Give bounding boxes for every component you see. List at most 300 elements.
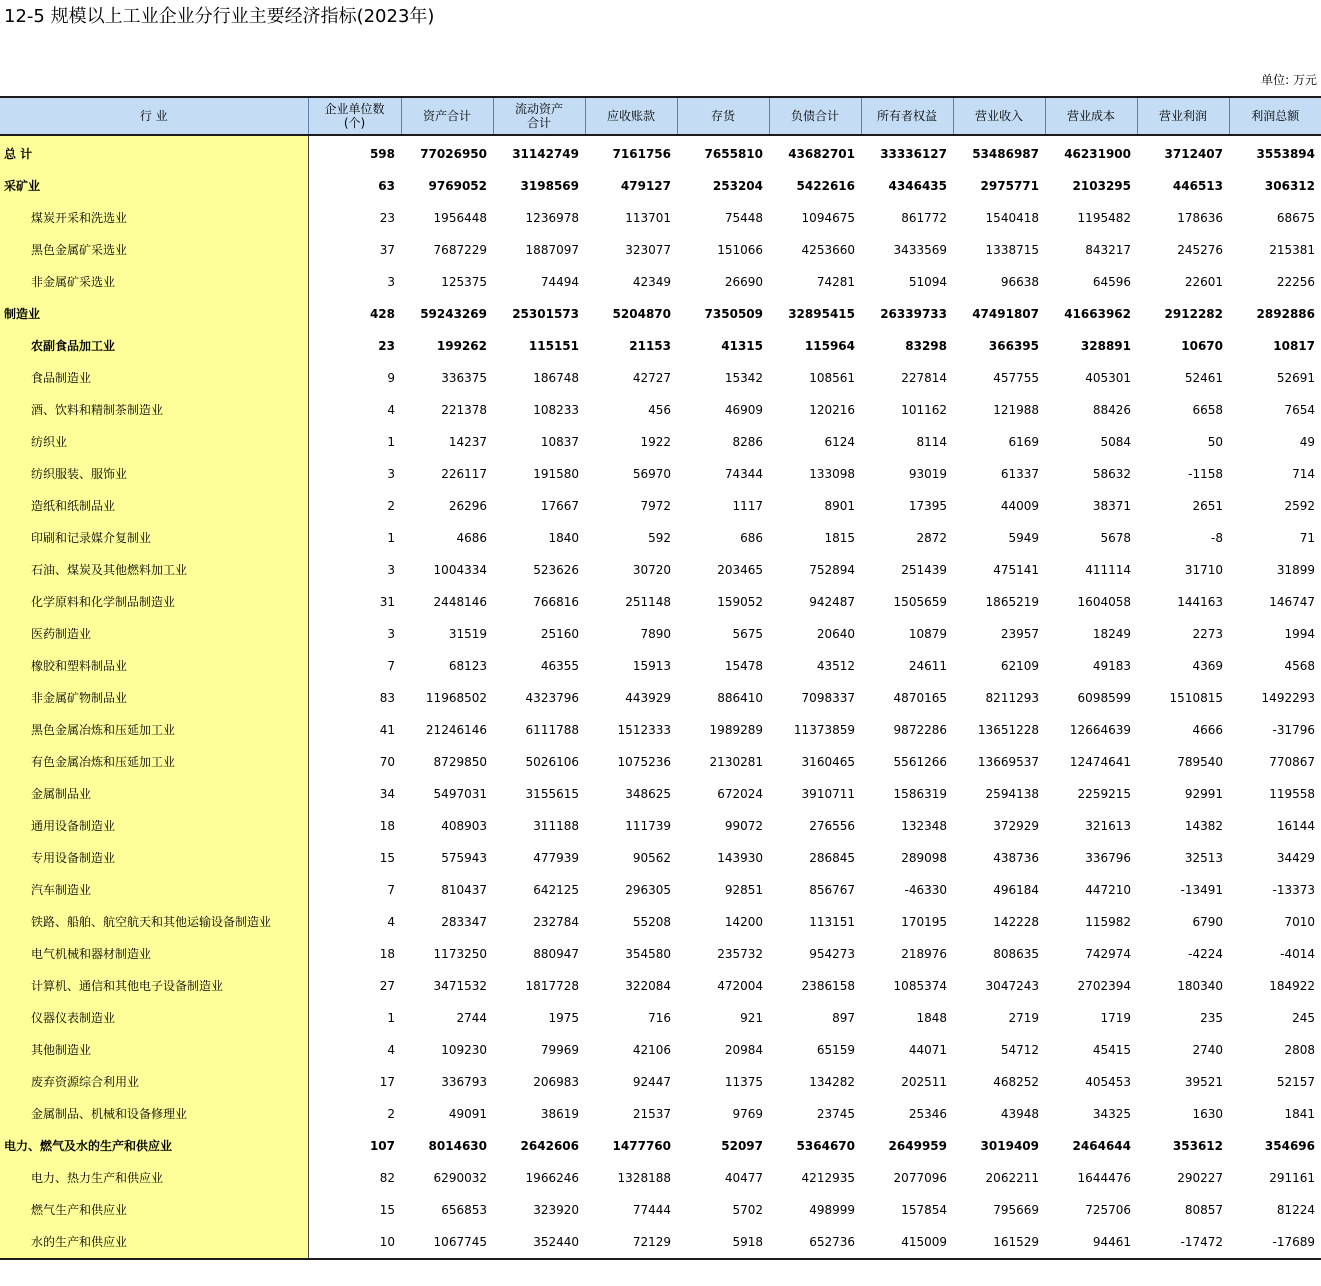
value-cell: 438736 (993, 851, 1039, 865)
value-cell: 475141 (993, 563, 1039, 577)
industry-name-cell: 通用设备制造业 (0, 810, 308, 842)
value-cell: 68123 (448, 659, 487, 673)
value-cell: 199262 (436, 339, 487, 353)
industry-name-cell: 其他制造业 (0, 1034, 308, 1066)
value-cell: 51094 (908, 275, 947, 289)
unit-label: 单位: 万元 (1261, 73, 1317, 87)
value-cell: 39521 (1184, 1075, 1223, 1089)
value-cell: 311188 (533, 819, 579, 833)
industry-name-cell: 仪器仪表制造业 (0, 1002, 308, 1034)
value-cell: 23 (379, 211, 395, 225)
value-cell: 716 (648, 1011, 671, 1025)
value-cell: 251148 (625, 595, 671, 609)
value-cell: 348625 (625, 787, 671, 801)
value-cell: 477939 (533, 851, 579, 865)
table-row (0, 1194, 1321, 1226)
table-row (0, 490, 1321, 522)
value-cell: 7161756 (612, 147, 671, 161)
value-cell: 447210 (1085, 883, 1131, 897)
category-row (0, 170, 1321, 202)
value-cell: 5084 (1100, 435, 1131, 449)
table-row (0, 554, 1321, 586)
value-cell: 11375 (724, 1075, 763, 1089)
column-header: 营业收入 (953, 97, 1045, 135)
value-cell: 38619 (540, 1107, 579, 1121)
value-cell: 2744 (456, 1011, 487, 1025)
industry-name-cell: 黑色金属矿采选业 (0, 234, 308, 266)
value-cell: -4014 (1280, 947, 1315, 961)
value-cell: 2464644 (1072, 1139, 1131, 1153)
value-cell: 457755 (993, 371, 1039, 385)
value-cell: 92991 (1184, 787, 1223, 801)
value-cell: 405301 (1085, 371, 1131, 385)
value-cell: 2077096 (893, 1171, 947, 1185)
value-cell: 2912282 (1164, 307, 1223, 321)
value-cell: 725706 (1085, 1203, 1131, 1217)
value-cell: 2130281 (709, 755, 763, 769)
value-cell: -46330 (904, 883, 947, 897)
value-cell: 2702394 (1077, 979, 1131, 993)
value-cell: 61337 (1000, 467, 1039, 481)
value-cell: 79969 (540, 1043, 579, 1057)
table-row (0, 1098, 1321, 1130)
value-cell: 50 (1207, 435, 1223, 449)
value-cell: 3155615 (525, 787, 579, 801)
value-cell: 5561266 (893, 755, 947, 769)
value-cell: 5918 (677, 1226, 769, 1259)
value-cell: 90562 (632, 851, 671, 865)
value-cell: 3 (387, 627, 395, 641)
value-cell: 206983 (533, 1075, 579, 1089)
value-cell: 178636 (1177, 211, 1223, 225)
value-cell: 235 (1200, 1011, 1223, 1025)
value-cell: 1815 (824, 531, 855, 545)
value-cell: 4686 (456, 531, 487, 545)
value-cell: 5702 (732, 1203, 763, 1217)
value-cell: 65159 (816, 1043, 855, 1057)
category-row (0, 298, 1321, 330)
value-cell: 9769052 (428, 179, 487, 193)
value-cell: 1510815 (1169, 691, 1223, 705)
value-cell: 121988 (993, 403, 1039, 417)
value-cell: 227814 (901, 371, 947, 385)
value-cell: 10837 (540, 435, 579, 449)
value-cell: 321613 (1085, 819, 1131, 833)
value-cell: 1492293 (1261, 691, 1315, 705)
table-row (0, 842, 1321, 874)
value-cell: 1004334 (433, 563, 487, 577)
value-cell: 1966246 (525, 1171, 579, 1185)
value-cell: 31710 (1184, 563, 1223, 577)
value-cell: 8014630 (428, 1139, 487, 1153)
value-cell: 4666 (1192, 723, 1223, 737)
value-cell: 14237 (448, 435, 487, 449)
value-cell: 34 (379, 787, 395, 801)
column-header: 应收账款 (585, 97, 677, 135)
value-cell: 16144 (1276, 819, 1315, 833)
table-row (0, 202, 1321, 234)
table-row (0, 1066, 1321, 1098)
value-cell: 1956448 (433, 211, 487, 225)
value-cell: 354580 (625, 947, 671, 961)
value-cell: 253204 (712, 179, 763, 193)
category-row (0, 135, 1321, 170)
table-row (0, 714, 1321, 746)
table-row (0, 746, 1321, 778)
value-cell: 286845 (809, 851, 855, 865)
value-cell: 9872286 (893, 723, 947, 737)
value-cell: 226117 (441, 467, 487, 481)
value-cell: 4253660 (801, 243, 855, 257)
table-row (0, 938, 1321, 970)
value-cell: 125375 (441, 275, 487, 289)
value-cell: 23 (378, 339, 395, 353)
value-cell: 1817728 (525, 979, 579, 993)
value-cell: 1067745 (401, 1226, 493, 1259)
value-cell: 20984 (724, 1043, 763, 1057)
value-cell: 3 (387, 275, 395, 289)
value-cell: 32895415 (788, 307, 855, 321)
value-cell: 291161 (1269, 1171, 1315, 1185)
value-cell: 25346 (908, 1107, 947, 1121)
value-cell: 68675 (1276, 211, 1315, 225)
value-cell: 111739 (625, 819, 671, 833)
table-row (0, 1034, 1321, 1066)
value-cell: 96638 (1000, 275, 1039, 289)
industry-name-cell: 电力、燃气及水的生产和供应业 (0, 1130, 308, 1162)
value-cell: 108233 (533, 403, 579, 417)
value-cell: 575943 (441, 851, 487, 865)
value-cell: 170195 (901, 915, 947, 929)
value-cell: 24611 (908, 659, 947, 673)
value-cell: 446513 (1172, 179, 1223, 193)
value-cell: 1512333 (617, 723, 671, 737)
industry-name-cell: 废弃资源综合利用业 (0, 1066, 308, 1098)
table-row (0, 362, 1321, 394)
table-row (0, 650, 1321, 682)
value-cell: 766816 (533, 595, 579, 609)
industry-name-cell: 金属制品、机械和设备修理业 (0, 1098, 308, 1130)
value-cell: 656853 (441, 1203, 487, 1217)
value-cell: 31142749 (512, 147, 579, 161)
value-cell: 132348 (901, 819, 947, 833)
value-cell: 808635 (993, 947, 1039, 961)
value-cell: 7655810 (704, 147, 763, 161)
value-cell: 1865219 (985, 595, 1039, 609)
value-cell: 74494 (540, 275, 579, 289)
value-cell: 1922 (640, 435, 671, 449)
industry-name-cell: 造纸和纸制品业 (0, 490, 308, 522)
table-row (0, 458, 1321, 490)
value-cell: -13373 (1272, 883, 1315, 897)
value-cell: 1840 (548, 531, 579, 545)
industry-name-cell: 非金属矿物制品业 (0, 682, 308, 714)
value-cell: 2 (387, 499, 395, 513)
value-cell: 1841 (1284, 1107, 1315, 1121)
value-cell: 523626 (533, 563, 579, 577)
value-cell: 4346435 (888, 179, 947, 193)
value-cell: 1630 (1192, 1107, 1223, 1121)
value-cell: 6169 (1008, 435, 1039, 449)
value-cell: 157854 (901, 1203, 947, 1217)
industry-name-cell: 铁路、船舶、航空航天和其他运输设备制造业 (0, 906, 308, 938)
value-cell: 1328188 (617, 1171, 671, 1185)
value-cell: 54712 (1000, 1043, 1039, 1057)
value-cell: 49183 (1092, 659, 1131, 673)
column-header: 企业单位数 (个) (308, 97, 401, 135)
value-cell: 354696 (1264, 1139, 1315, 1153)
value-cell: 336375 (441, 371, 487, 385)
value-cell: 30720 (632, 563, 671, 577)
value-cell: 7 (387, 659, 395, 673)
data-table (0, 96, 1321, 1260)
value-cell: 221378 (441, 403, 487, 417)
value-cell: 94461 (1045, 1226, 1137, 1259)
value-cell: 2592 (1284, 499, 1315, 513)
value-cell: 672024 (717, 787, 763, 801)
value-cell: 323077 (625, 243, 671, 257)
value-cell: 2892886 (1256, 307, 1315, 321)
value-cell: 2594138 (985, 787, 1039, 801)
value-cell: 46355 (540, 659, 579, 673)
value-cell: 810437 (441, 883, 487, 897)
value-cell: 52157 (1276, 1075, 1315, 1089)
value-cell: 184922 (1269, 979, 1315, 993)
table-row (0, 522, 1321, 554)
value-cell: 15478 (724, 659, 763, 673)
value-cell: 44071 (908, 1043, 947, 1057)
value-cell: 1236978 (525, 211, 579, 225)
value-cell: 1586319 (893, 787, 947, 801)
value-cell: 2872 (916, 531, 947, 545)
value-cell: 3471532 (433, 979, 487, 993)
value-cell: 3910711 (801, 787, 855, 801)
value-cell: 686 (740, 531, 763, 545)
value-cell: 10670 (1181, 339, 1223, 353)
table-row (0, 266, 1321, 298)
industry-name-cell: 有色金属冶炼和压延加工业 (0, 746, 308, 778)
value-cell: 296305 (625, 883, 671, 897)
value-cell: 3019409 (980, 1139, 1039, 1153)
value-cell: 115964 (804, 339, 855, 353)
value-cell: 2975771 (980, 179, 1039, 193)
value-cell: 496184 (993, 883, 1039, 897)
value-cell: 353612 (1172, 1139, 1223, 1153)
value-cell: 1085374 (893, 979, 947, 993)
industry-name-cell: 纺织服装、服饰业 (0, 458, 308, 490)
value-cell: 8114 (916, 435, 947, 449)
value-cell: 405453 (1085, 1075, 1131, 1089)
value-cell: 479127 (620, 179, 671, 193)
value-cell: 456 (648, 403, 671, 417)
industry-name-cell: 煤炭开采和洗选业 (0, 202, 308, 234)
value-cell: 8901 (824, 499, 855, 513)
value-cell: -31796 (1272, 723, 1315, 737)
value-cell: 25160 (540, 627, 579, 641)
value-cell: 23745 (816, 1107, 855, 1121)
value-cell: 43948 (1000, 1107, 1039, 1121)
value-cell: 1644476 (1077, 1171, 1131, 1185)
value-cell: 146747 (1269, 595, 1315, 609)
value-cell: 5497031 (433, 787, 487, 801)
value-cell: 251439 (901, 563, 947, 577)
page-title: 12-5 规模以上工业企业分行业主要经济指标(2023年) (4, 6, 435, 27)
value-cell: 3160465 (801, 755, 855, 769)
value-cell: 77026950 (420, 147, 487, 161)
value-cell: 58632 (1092, 467, 1131, 481)
value-cell: 115982 (1085, 915, 1131, 929)
industry-name-cell: 采矿业 (0, 170, 308, 202)
value-cell: 42727 (632, 371, 671, 385)
value-cell: 856767 (809, 883, 855, 897)
value-cell: 37 (379, 243, 395, 257)
table-row (0, 874, 1321, 906)
value-cell: -8 (1211, 531, 1223, 545)
industry-name-cell: 电力、热力生产和供应业 (0, 1162, 308, 1194)
value-cell: 83 (379, 691, 395, 705)
value-cell: -13491 (1180, 883, 1223, 897)
value-cell: 328891 (1080, 339, 1131, 353)
value-cell: 14200 (724, 915, 763, 929)
value-cell: 161529 (953, 1226, 1045, 1259)
industry-name-cell: 医药制造业 (0, 618, 308, 650)
value-cell: 49091 (448, 1107, 487, 1121)
value-cell: 13651228 (977, 723, 1039, 737)
value-cell: 3433569 (893, 243, 947, 257)
value-cell: 897 (832, 1011, 855, 1025)
value-cell: 4369 (1192, 659, 1223, 673)
value-cell: 2103295 (1072, 179, 1131, 193)
value-cell: 101162 (901, 403, 947, 417)
value-cell: 6290032 (433, 1171, 487, 1185)
value-cell: 8211293 (985, 691, 1039, 705)
value-cell: 2642606 (520, 1139, 579, 1153)
value-cell: 74281 (816, 275, 855, 289)
value-cell: 8286 (732, 435, 763, 449)
value-cell: 115151 (528, 339, 579, 353)
value-cell: 642125 (533, 883, 579, 897)
value-cell: 289098 (901, 851, 947, 865)
value-cell: 4212935 (801, 1171, 855, 1185)
value-cell: 10879 (908, 627, 947, 641)
value-cell: 880947 (533, 947, 579, 961)
value-cell: 2386158 (801, 979, 855, 993)
value-cell: 31519 (448, 627, 487, 641)
value-cell: 15 (379, 1203, 395, 1217)
value-cell: 415009 (861, 1226, 953, 1259)
value-cell: 5949 (1008, 531, 1039, 545)
value-cell: 408903 (441, 819, 487, 833)
value-cell: 72129 (585, 1226, 677, 1259)
value-cell: 83298 (905, 339, 947, 353)
value-cell: 46231900 (1064, 147, 1131, 161)
value-cell: 1887097 (525, 243, 579, 257)
column-header: 资产合计 (401, 97, 493, 135)
value-cell: 55208 (632, 915, 671, 929)
value-cell: 17 (379, 1075, 395, 1089)
value-cell: 133098 (809, 467, 855, 481)
value-cell: 1848 (916, 1011, 947, 1025)
value-cell: 2651 (1192, 499, 1223, 513)
value-cell: 17395 (908, 499, 947, 513)
value-cell: 4 (387, 915, 395, 929)
value-cell: 81224 (1276, 1203, 1315, 1217)
value-cell: 26339733 (880, 307, 947, 321)
value-cell: 954273 (809, 947, 855, 961)
value-cell: 15913 (632, 659, 671, 673)
value-cell: 245 (1292, 1011, 1315, 1025)
header-row (0, 97, 1321, 135)
industry-name-cell: 石油、煤炭及其他燃料加工业 (0, 554, 308, 586)
value-cell: 59243269 (420, 307, 487, 321)
value-cell: 34325 (1092, 1107, 1131, 1121)
value-cell: 52461 (1184, 371, 1223, 385)
value-cell: 43512 (816, 659, 855, 673)
industry-name-cell: 汽车制造业 (0, 874, 308, 906)
table-row (0, 426, 1321, 458)
value-cell: 411114 (1085, 563, 1131, 577)
value-cell: 2 (387, 1107, 395, 1121)
table-row (0, 1002, 1321, 1034)
table-row (0, 778, 1321, 810)
value-cell: 6098599 (1077, 691, 1131, 705)
table-row (0, 586, 1321, 618)
value-cell: 159052 (717, 595, 763, 609)
value-cell: 6658 (1192, 403, 1223, 417)
value-cell: 2259215 (1077, 787, 1131, 801)
value-cell: 795669 (993, 1203, 1039, 1217)
column-header: 所有者权益 (861, 97, 953, 135)
value-cell: 4323796 (525, 691, 579, 705)
value-cell: 4 (387, 1043, 395, 1057)
value-cell: 6124 (824, 435, 855, 449)
industry-name-cell: 燃气生产和供应业 (0, 1194, 308, 1226)
value-cell: 41 (379, 723, 395, 737)
value-cell: 5675 (732, 627, 763, 641)
value-cell: 323920 (533, 1203, 579, 1217)
value-cell: 10 (308, 1226, 401, 1259)
value-cell: 2719 (1008, 1011, 1039, 1025)
value-cell: 12664639 (1069, 723, 1131, 737)
industry-name-cell: 印刷和记录媒介复制业 (0, 522, 308, 554)
value-cell: 44009 (1000, 499, 1039, 513)
value-cell: 108561 (809, 371, 855, 385)
value-cell: 5422616 (796, 179, 855, 193)
value-cell: 142228 (993, 915, 1039, 929)
value-cell: 4568 (1284, 659, 1315, 673)
value-cell: 42106 (632, 1043, 671, 1057)
value-cell: 1994 (1284, 627, 1315, 641)
value-cell: 652736 (769, 1226, 861, 1259)
value-cell: 1477760 (612, 1139, 671, 1153)
value-cell: 2062211 (985, 1171, 1039, 1185)
value-cell: 77444 (632, 1203, 671, 1217)
value-cell: 151066 (717, 243, 763, 257)
value-cell: 3553894 (1256, 147, 1315, 161)
value-cell: 47491807 (972, 307, 1039, 321)
value-cell: 921 (740, 1011, 763, 1025)
value-cell: 336793 (441, 1075, 487, 1089)
value-cell: 468252 (993, 1075, 1039, 1089)
value-cell: 203465 (717, 563, 763, 577)
value-cell: 742974 (1085, 947, 1131, 961)
table-row (0, 234, 1321, 266)
column-header: 流动资产 合计 (493, 97, 585, 135)
table-row (0, 810, 1321, 842)
industry-name-cell: 非金属矿采选业 (0, 266, 308, 298)
industry-name-cell: 黑色金属冶炼和压延加工业 (0, 714, 308, 746)
value-cell: 8729850 (433, 755, 487, 769)
